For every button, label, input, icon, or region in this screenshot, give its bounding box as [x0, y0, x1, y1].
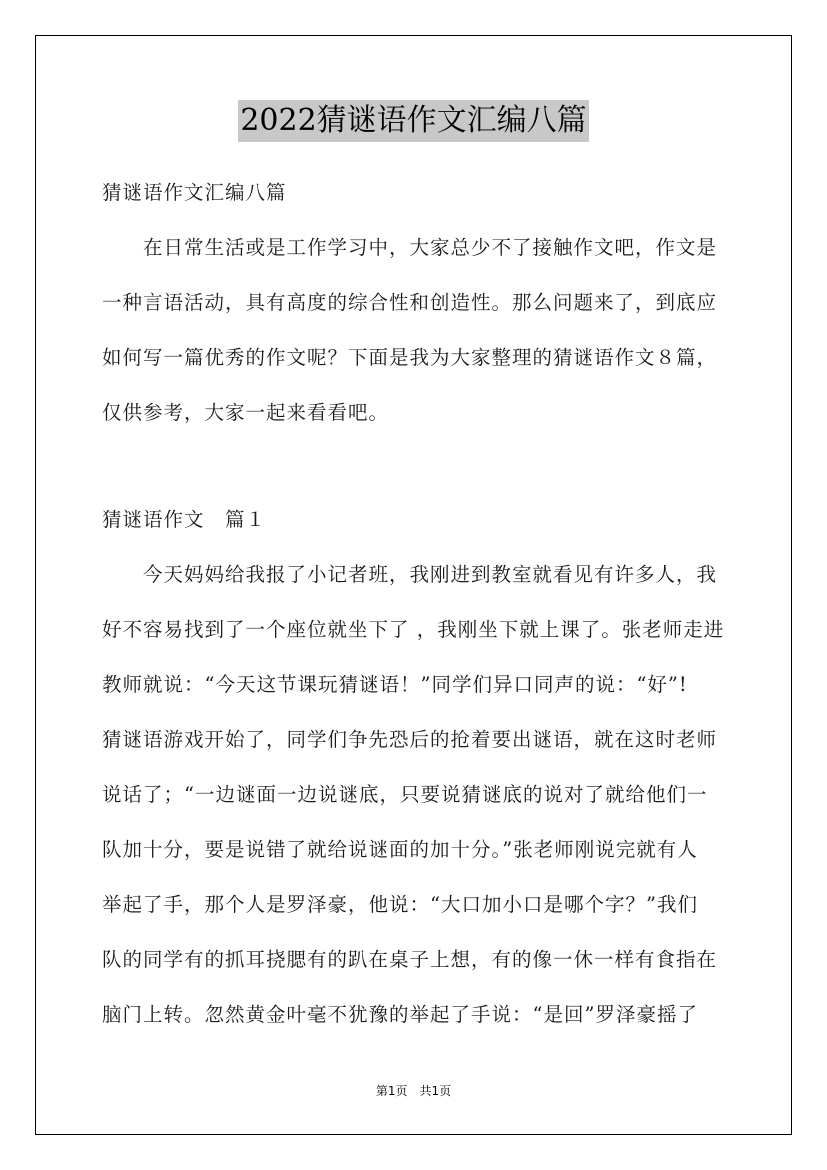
- title-container: [0, 100, 827, 142]
- body-line: 今天妈妈给我报了小记者班，我刚进到教室就看见有许多人，我: [143, 563, 718, 586]
- subtitle: 猜谜语作文汇编八篇: [102, 181, 287, 204]
- intro-line: 仅供参考，大家一起来看看吧。: [102, 401, 390, 424]
- body-line: 猜谜语游戏开始了，同学们争先恐后的抢着要出谜语，就在这时老师: [102, 728, 718, 751]
- intro-line: 一种言语活动，具有高度的综合性和创造性。那么问题来了，到底应: [102, 291, 718, 314]
- body-line: 举起了手，那个人是罗泽豪，他说：“大口加小口是哪个字？”我们: [102, 893, 698, 916]
- body-line: 说话了；“一边谜面一边说谜底，只要说猜谜底的说对了就给他们一: [102, 783, 708, 806]
- body-line: 队的同学有的抓耳挠腮有的趴在桌子上想，有的像一休一样有食指在: [102, 948, 718, 971]
- page-footer: 第1页 共1页: [375, 1084, 452, 1098]
- intro-line: 在日常生活或是工作学习中，大家总少不了接触作文吧，作文是: [143, 236, 718, 259]
- body-line: 教师就说：“今天这节课玩猜谜语！”同学们异口同声的说：“好”!: [102, 673, 688, 696]
- body-line: 队加十分，要是说错了就给说谜面的加十分。”张老师刚说完就有人: [102, 838, 698, 861]
- section-1: [102, 492, 732, 1042]
- document-body: [102, 165, 732, 440]
- section-heading: 猜谜语作文 篇１: [102, 508, 267, 531]
- body-line: 好不容易找到了一个座位就坐下了 ，我刚坐下就上课了。张老师走进: [102, 618, 725, 641]
- intro-line: 如何写一篇优秀的作文呢？下面是我为大家整理的猜谜语作文８篇，: [102, 346, 718, 369]
- body-line: 脑门上转。忽然黄金叶毫不犹豫的举起了手说：“是回”罗泽豪摇了: [102, 1003, 698, 1026]
- document-title: 2022猜谜语作文汇编八篇: [238, 100, 588, 142]
